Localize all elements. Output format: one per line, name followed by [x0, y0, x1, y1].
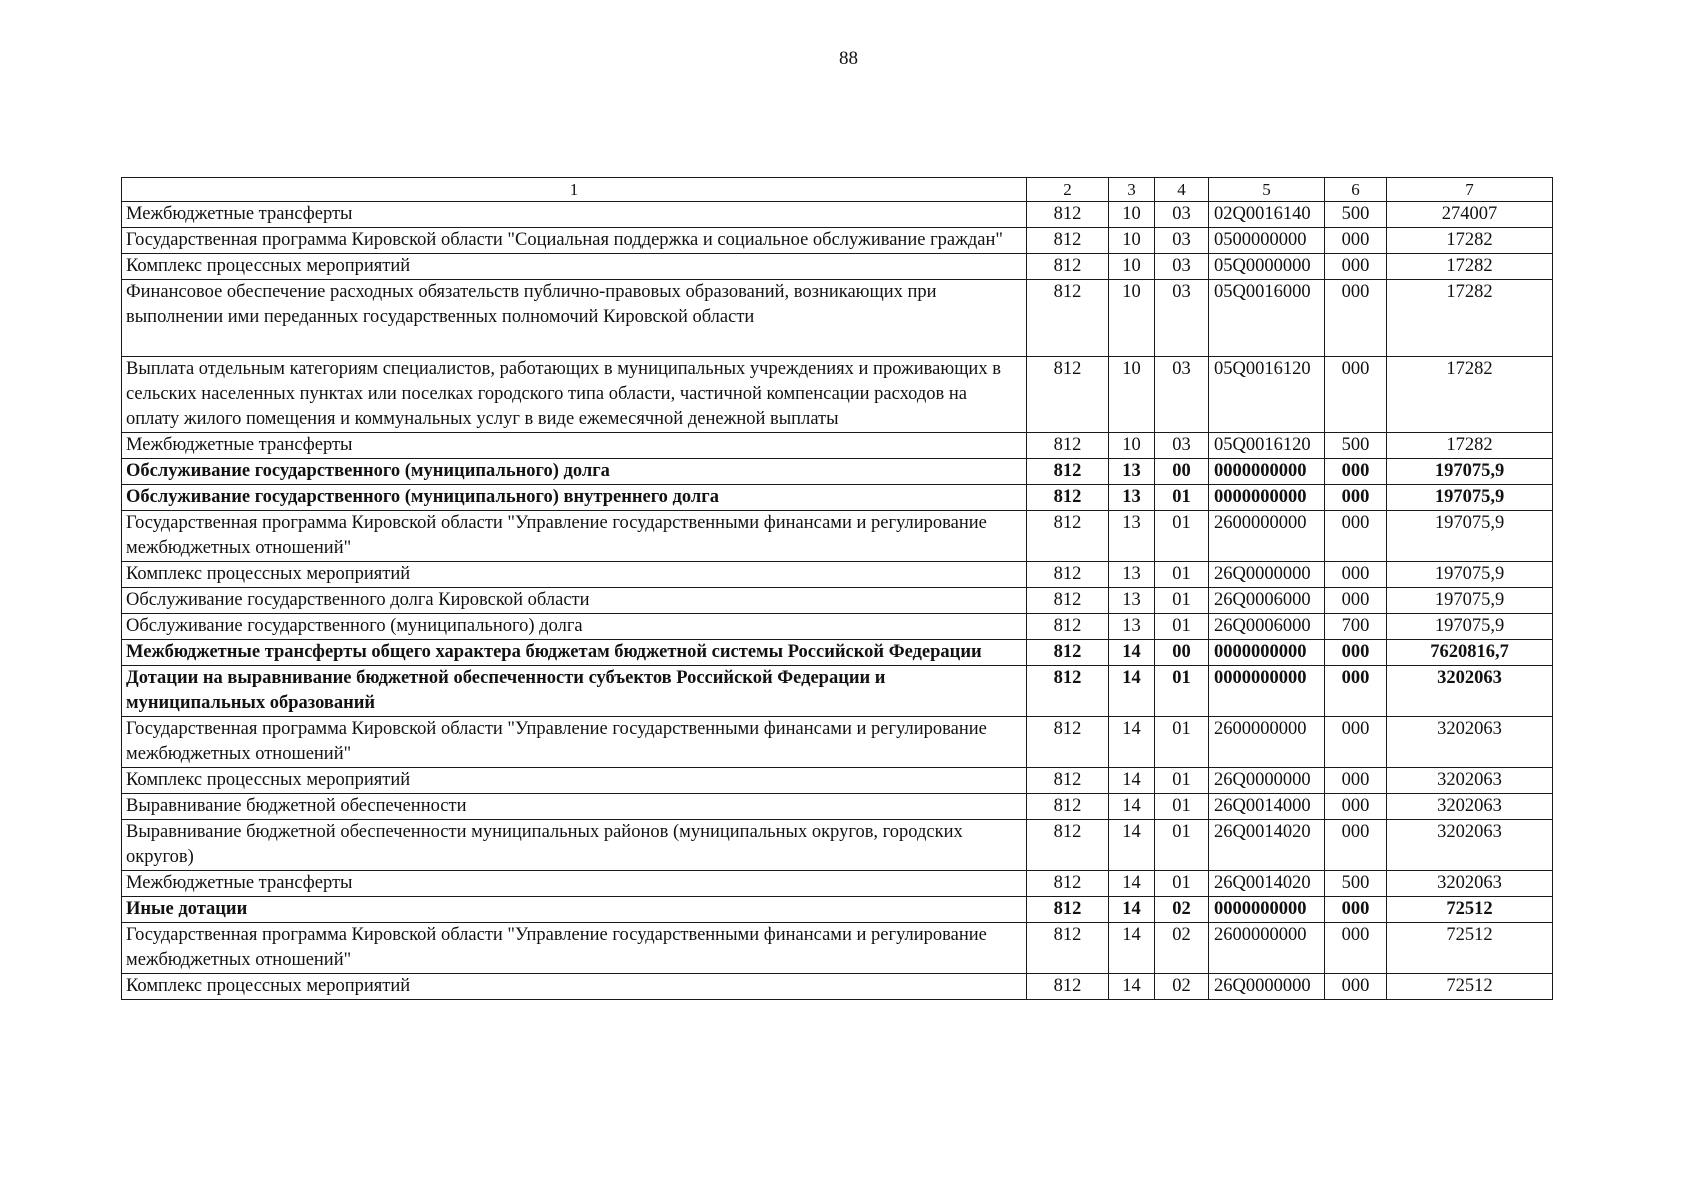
row-col6-cell: 000 [1325, 768, 1387, 794]
row-col5-cell: 0000000000 [1209, 459, 1325, 485]
row-col5-cell: 0500000000 [1209, 228, 1325, 254]
table-row [122, 666, 1553, 717]
row-col7-cell: 197075,9 [1387, 511, 1553, 562]
row-col5-cell: 2600000000 [1209, 511, 1325, 562]
row-col6-cell: 500 [1325, 202, 1387, 228]
row-col7-cell: 3202063 [1387, 768, 1553, 794]
row-name-cell: Межбюджетные трансферты общего характера бюджетам бюджетной системы Российской Федерации [122, 640, 1027, 666]
row-col6-cell: 000 [1325, 280, 1387, 357]
row-col7-cell: 197075,9 [1387, 614, 1553, 640]
row-col7-cell: 17282 [1387, 433, 1553, 459]
row-col2-cell: 812 [1027, 871, 1109, 897]
row-col7-cell: 17282 [1387, 280, 1553, 357]
row-name-cell: Выравнивание бюджетной обеспеченности муниципальных районов (муниципальных округов, городских округов) [122, 820, 1027, 871]
row-col2-cell: 812 [1027, 562, 1109, 588]
row-col2-cell: 812 [1027, 768, 1109, 794]
row-col4-cell: 03 [1155, 228, 1209, 254]
table-row [122, 974, 1553, 1000]
row-col3-cell: 10 [1109, 254, 1155, 280]
row-col5-cell: 26Q0014020 [1209, 820, 1325, 871]
row-col6-cell: 000 [1325, 254, 1387, 280]
row-col6-cell: 000 [1325, 640, 1387, 666]
row-col4-cell: 03 [1155, 254, 1209, 280]
row-col3-cell: 14 [1109, 666, 1155, 717]
row-col6-cell: 000 [1325, 511, 1387, 562]
row-col7-cell: 3202063 [1387, 820, 1553, 871]
row-col7-cell: 7620816,7 [1387, 640, 1553, 666]
column-header-7: 7 [1387, 178, 1553, 202]
row-name-cell: Обслуживание государственного (муниципального) долга [122, 459, 1027, 485]
row-col3-cell: 13 [1109, 459, 1155, 485]
column-header-1: 1 [122, 178, 1027, 202]
table-header-row [122, 178, 1553, 202]
row-name-cell: Межбюджетные трансферты [122, 433, 1027, 459]
row-col3-cell: 10 [1109, 228, 1155, 254]
row-col5-cell: 26Q0000000 [1209, 974, 1325, 1000]
table-row [122, 640, 1553, 666]
row-col6-cell: 500 [1325, 433, 1387, 459]
row-name-cell: Выравнивание бюджетной обеспеченности [122, 794, 1027, 820]
table-row [122, 228, 1553, 254]
row-name-cell: Обслуживание государственного долга Кировской области [122, 588, 1027, 614]
row-col4-cell: 01 [1155, 794, 1209, 820]
row-name-cell: Межбюджетные трансферты [122, 871, 1027, 897]
row-col6-cell: 000 [1325, 666, 1387, 717]
row-col4-cell: 01 [1155, 871, 1209, 897]
row-col5-cell: 26Q0014000 [1209, 794, 1325, 820]
row-col6-cell: 000 [1325, 357, 1387, 433]
row-col7-cell: 17282 [1387, 228, 1553, 254]
row-col3-cell: 10 [1109, 202, 1155, 228]
row-col5-cell: 05Q0000000 [1209, 254, 1325, 280]
table-row [122, 433, 1553, 459]
row-col2-cell: 812 [1027, 254, 1109, 280]
row-col7-cell: 3202063 [1387, 666, 1553, 717]
table-row [122, 254, 1553, 280]
table-row [122, 820, 1553, 871]
row-col2-cell: 812 [1027, 820, 1109, 871]
page-number: 88 [839, 48, 858, 69]
row-col5-cell: 0000000000 [1209, 640, 1325, 666]
row-col4-cell: 02 [1155, 923, 1209, 974]
budget-table [121, 177, 1553, 1000]
row-col7-cell: 3202063 [1387, 871, 1553, 897]
row-col3-cell: 10 [1109, 357, 1155, 433]
row-col5-cell: 26Q0006000 [1209, 588, 1325, 614]
table-row [122, 485, 1553, 511]
row-col4-cell: 01 [1155, 820, 1209, 871]
row-col5-cell: 0000000000 [1209, 485, 1325, 511]
row-col3-cell: 13 [1109, 485, 1155, 511]
row-col6-cell: 000 [1325, 794, 1387, 820]
row-col2-cell: 812 [1027, 666, 1109, 717]
row-col4-cell: 01 [1155, 588, 1209, 614]
row-col4-cell: 02 [1155, 974, 1209, 1000]
row-name-cell: Финансовое обеспечение расходных обязательств публично-правовых образований, возникающих при выполнении ими переданных государственных полномочий Кировской области [122, 280, 1027, 357]
row-col4-cell: 01 [1155, 511, 1209, 562]
row-col5-cell: 26Q0000000 [1209, 562, 1325, 588]
row-col5-cell: 2600000000 [1209, 717, 1325, 768]
row-col2-cell: 812 [1027, 614, 1109, 640]
row-col2-cell: 812 [1027, 897, 1109, 923]
row-col4-cell: 00 [1155, 640, 1209, 666]
row-col4-cell: 03 [1155, 202, 1209, 228]
row-col7-cell: 3202063 [1387, 717, 1553, 768]
row-col3-cell: 14 [1109, 871, 1155, 897]
table-body [122, 202, 1553, 1000]
row-name-cell: Обслуживание государственного (муниципального) внутреннего долга [122, 485, 1027, 511]
row-col4-cell: 02 [1155, 897, 1209, 923]
row-col5-cell: 0000000000 [1209, 897, 1325, 923]
row-name-cell: Комплекс процессных мероприятий [122, 254, 1027, 280]
row-col3-cell: 13 [1109, 588, 1155, 614]
row-col3-cell: 14 [1109, 640, 1155, 666]
row-col6-cell: 000 [1325, 562, 1387, 588]
table-row [122, 871, 1553, 897]
row-col7-cell: 72512 [1387, 974, 1553, 1000]
table-row [122, 897, 1553, 923]
row-col6-cell: 000 [1325, 717, 1387, 768]
row-col6-cell: 000 [1325, 459, 1387, 485]
row-col4-cell: 03 [1155, 280, 1209, 357]
column-header-5: 5 [1209, 178, 1325, 202]
table-row [122, 202, 1553, 228]
column-header-2: 2 [1027, 178, 1109, 202]
row-name-cell: Государственная программа Кировской области "Управление государственными финансами и регулирование межбюджетных отношений" [122, 717, 1027, 768]
row-col3-cell: 13 [1109, 614, 1155, 640]
row-col3-cell: 14 [1109, 923, 1155, 974]
row-col4-cell: 00 [1155, 459, 1209, 485]
row-name-cell: Комплекс процессных мероприятий [122, 768, 1027, 794]
column-header-6: 6 [1325, 178, 1387, 202]
row-col3-cell: 14 [1109, 768, 1155, 794]
column-header-3: 3 [1109, 178, 1155, 202]
row-col2-cell: 812 [1027, 640, 1109, 666]
row-col6-cell: 000 [1325, 974, 1387, 1000]
row-col3-cell: 14 [1109, 717, 1155, 768]
row-col4-cell: 01 [1155, 485, 1209, 511]
row-col2-cell: 812 [1027, 202, 1109, 228]
row-col6-cell: 000 [1325, 588, 1387, 614]
row-col7-cell: 17282 [1387, 254, 1553, 280]
row-col4-cell: 01 [1155, 614, 1209, 640]
row-col2-cell: 812 [1027, 485, 1109, 511]
row-col5-cell: 26Q0000000 [1209, 768, 1325, 794]
row-col2-cell: 812 [1027, 511, 1109, 562]
row-col6-cell: 000 [1325, 228, 1387, 254]
row-col2-cell: 812 [1027, 794, 1109, 820]
row-col6-cell: 000 [1325, 897, 1387, 923]
row-name-cell: Комплекс процессных мероприятий [122, 974, 1027, 1000]
row-col6-cell: 500 [1325, 871, 1387, 897]
row-col3-cell: 10 [1109, 280, 1155, 357]
row-col2-cell: 812 [1027, 717, 1109, 768]
row-col7-cell: 72512 [1387, 897, 1553, 923]
row-col2-cell: 812 [1027, 974, 1109, 1000]
row-col5-cell: 05Q0016120 [1209, 357, 1325, 433]
row-name-cell: Иные дотации [122, 897, 1027, 923]
row-col2-cell: 812 [1027, 459, 1109, 485]
row-col7-cell: 3202063 [1387, 794, 1553, 820]
row-col3-cell: 14 [1109, 794, 1155, 820]
row-name-cell: Государственная программа Кировской области "Управление государственными финансами и регулирование межбюджетных отношений" [122, 923, 1027, 974]
row-name-cell: Государственная программа Кировской области "Социальная поддержка и социальное обслуживание граждан" [122, 228, 1027, 254]
table-row [122, 280, 1553, 357]
table-row [122, 923, 1553, 974]
table-row [122, 588, 1553, 614]
row-col5-cell: 0000000000 [1209, 666, 1325, 717]
row-col4-cell: 01 [1155, 666, 1209, 717]
table-row [122, 357, 1553, 433]
row-col2-cell: 812 [1027, 228, 1109, 254]
row-name-cell: Межбюджетные трансферты [122, 202, 1027, 228]
row-col6-cell: 000 [1325, 485, 1387, 511]
row-name-cell: Государственная программа Кировской области "Управление государственными финансами и регулирование межбюджетных отношений" [122, 511, 1027, 562]
table-row [122, 511, 1553, 562]
row-name-cell: Обслуживание государственного (муниципального) долга [122, 614, 1027, 640]
row-name-cell: Комплекс процессных мероприятий [122, 562, 1027, 588]
row-col2-cell: 812 [1027, 588, 1109, 614]
row-col5-cell: 26Q0006000 [1209, 614, 1325, 640]
row-col3-cell: 14 [1109, 897, 1155, 923]
row-col4-cell: 01 [1155, 717, 1209, 768]
row-col3-cell: 13 [1109, 511, 1155, 562]
row-col5-cell: 05Q0016120 [1209, 433, 1325, 459]
row-col6-cell: 000 [1325, 820, 1387, 871]
table-row [122, 459, 1553, 485]
column-header-4: 4 [1155, 178, 1209, 202]
table-row [122, 717, 1553, 768]
row-col4-cell: 03 [1155, 357, 1209, 433]
row-col2-cell: 812 [1027, 433, 1109, 459]
row-col7-cell: 274007 [1387, 202, 1553, 228]
row-col4-cell: 01 [1155, 562, 1209, 588]
row-col5-cell: 26Q0014020 [1209, 871, 1325, 897]
row-col2-cell: 812 [1027, 280, 1109, 357]
row-col3-cell: 14 [1109, 974, 1155, 1000]
row-name-cell: Дотации на выравнивание бюджетной обеспеченности субъектов Российской Федерации и муниципальных образований [122, 666, 1027, 717]
row-col7-cell: 197075,9 [1387, 459, 1553, 485]
table-row [122, 794, 1553, 820]
row-col3-cell: 10 [1109, 433, 1155, 459]
row-name-cell: Выплата отдельным категориям специалистов, работающих в муниципальных учреждениях и проживающих в сельских населенных пунктах или поселках городского типа области, частичной компенсации расходов на оплату жилого помещения и коммунальных услуг в виде ежемесячной денежной выплаты [122, 357, 1027, 433]
row-col5-cell: 02Q0016140 [1209, 202, 1325, 228]
row-col5-cell: 05Q0016000 [1209, 280, 1325, 357]
row-col4-cell: 03 [1155, 433, 1209, 459]
table-row [122, 614, 1553, 640]
row-col7-cell: 197075,9 [1387, 588, 1553, 614]
table-row [122, 768, 1553, 794]
row-col5-cell: 2600000000 [1209, 923, 1325, 974]
row-col2-cell: 812 [1027, 357, 1109, 433]
table-row [122, 562, 1553, 588]
row-col2-cell: 812 [1027, 923, 1109, 974]
row-col7-cell: 72512 [1387, 923, 1553, 974]
row-col7-cell: 197075,9 [1387, 562, 1553, 588]
row-col3-cell: 13 [1109, 562, 1155, 588]
row-col7-cell: 197075,9 [1387, 485, 1553, 511]
row-col6-cell: 700 [1325, 614, 1387, 640]
row-col6-cell: 000 [1325, 923, 1387, 974]
row-col4-cell: 01 [1155, 768, 1209, 794]
row-col3-cell: 14 [1109, 820, 1155, 871]
row-col7-cell: 17282 [1387, 357, 1553, 433]
